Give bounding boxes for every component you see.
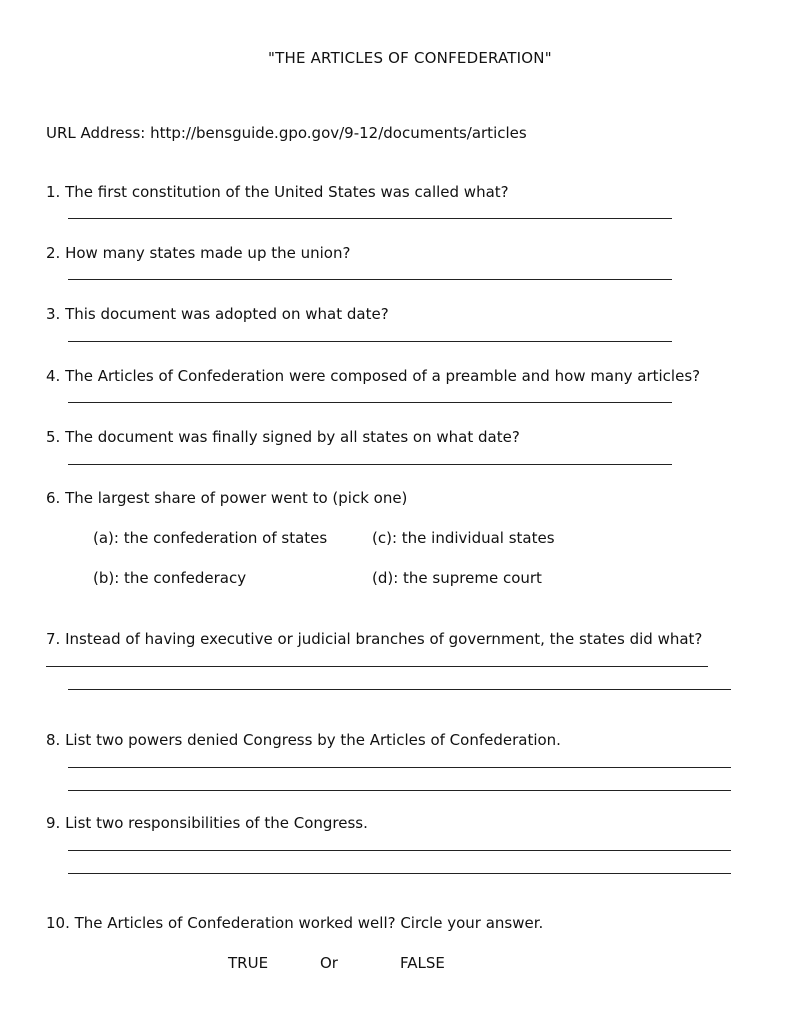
- answer-false[interactable]: FALSE: [400, 954, 445, 972]
- option-c[interactable]: (c): the individual states: [372, 529, 555, 547]
- question-2: 2. How many states made up the union?: [46, 244, 351, 262]
- question-6: 6. The largest share of power went to (pick one): [46, 489, 408, 507]
- url-line: URL Address: http://bensguide.gpo.gov/9-12/documents/articles: [46, 124, 527, 142]
- answer-line-5[interactable]: [68, 464, 672, 465]
- answer-line-7b[interactable]: [68, 689, 731, 690]
- question-1: 1. The first constitution of the United States was called what?: [46, 183, 509, 201]
- answer-line-8a[interactable]: [68, 767, 731, 768]
- answer-line-1[interactable]: [68, 218, 672, 219]
- option-b[interactable]: (b): the confederacy: [93, 569, 247, 587]
- question-9: 9. List two responsibilities of the Congress.: [46, 814, 368, 832]
- question-4: 4. The Articles of Confederation were composed of a preamble and how many articles?: [46, 367, 701, 385]
- answer-line-2[interactable]: [68, 279, 672, 280]
- question-8: 8. List two powers denied Congress by the Articles of Confederation.: [46, 731, 561, 749]
- question-5: 5. The document was finally signed by all states on what date?: [46, 428, 520, 446]
- answer-true[interactable]: TRUE: [228, 954, 269, 972]
- answer-line-9a[interactable]: [68, 850, 731, 851]
- option-d[interactable]: (d): the supreme court: [372, 569, 542, 587]
- question-10: 10. The Articles of Confederation worked well? Circle your answer.: [46, 914, 544, 932]
- answer-line-7a[interactable]: [46, 666, 708, 667]
- answer-line-4[interactable]: [68, 402, 672, 403]
- question-3: 3. This document was adopted on what date?: [46, 305, 389, 323]
- answer-line-3[interactable]: [68, 341, 672, 342]
- answer-line-9b[interactable]: [68, 873, 731, 874]
- answer-or: Or: [320, 954, 338, 972]
- option-a[interactable]: (a): the confederation of states: [93, 529, 328, 547]
- answer-line-8b[interactable]: [68, 790, 731, 791]
- question-7: 7. Instead of having executive or judicial branches of government, the states did what?: [46, 630, 703, 648]
- worksheet-title: "THE ARTICLES OF CONFEDERATION": [268, 49, 552, 67]
